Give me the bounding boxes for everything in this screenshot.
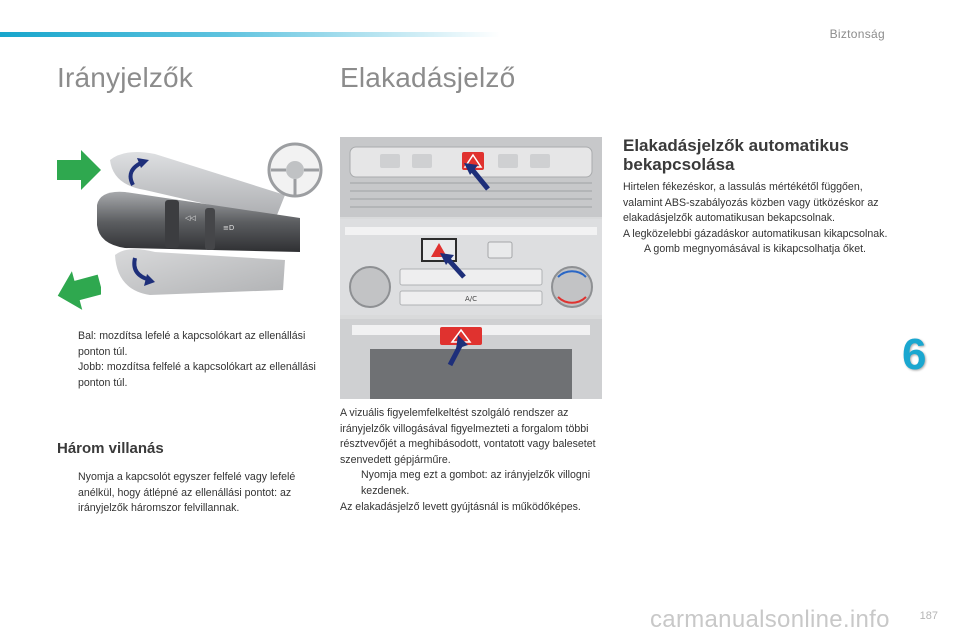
header-accent-bar: [0, 32, 500, 37]
three-flash-subtitle: Három villanás: [57, 440, 164, 457]
turn-signals-title: Irányjelzők: [57, 62, 194, 93]
turn-signal-instructions: [57, 329, 327, 391]
arrow-right-icon: [57, 150, 101, 190]
auto-para-1: Hirtelen fékezéskor, a lassulás mértékétől függően, valamint ABS-szabályozás közben vagy ütközéskor az elakadásjelzők automatikusan bekapcsolnak.: [623, 181, 879, 225]
chapter-number: 6: [902, 330, 927, 379]
page-number: 187: [919, 610, 938, 622]
three-flash-instructions: [57, 470, 327, 517]
auto-hazard-description: [623, 180, 893, 258]
ac-label: A/C: [464, 295, 478, 303]
arrow-down-left-icon: [57, 270, 101, 310]
bullet-three-flash: Nyomja a kapcsolót egyszer felfelé vagy lefelé anélkül, hogy átlépné az ellenállási pontot: az irányjelzők háromszor felvillannak.: [78, 471, 296, 515]
hazard-description: [340, 406, 602, 515]
bullet-right-signal: Jobb: mozdítsa felfelé a kapcsolókart az ellenállási ponton túl.: [78, 361, 316, 389]
hazard-warning-title: Elakadásjelző: [340, 62, 516, 93]
svg-text:≡D: ≡D: [223, 224, 235, 232]
bullet-hazard-press: Nyomja meg ezt a gombot: az irányjelzők villogni kezdenek.: [361, 469, 591, 497]
hazard-para-1: A vizuális figyelemfelkeltést szolgáló rendszer az irányjelzők villogásával figyelmezteti a forgalom többi résztvevőjét a meghibásodott, vontatott vagy balesetet szenvedett gépjárműre.: [340, 407, 596, 466]
bullet-left-signal: Bal: mozdítsa lefelé a kapcsolókart az ellenállási ponton túl.: [78, 330, 306, 358]
section-label: Biztonság: [829, 27, 885, 41]
watermark: carmanualsonline.info: [650, 606, 890, 633]
indicator-stalk-illustration: [55, 140, 325, 320]
hazard-para-2: Az elakadásjelző levett gyújtásnál is működőképes.: [340, 500, 581, 513]
svg-text:◁◁: ◁◁: [185, 214, 196, 222]
hazard-button-illustration: [340, 137, 602, 399]
auto-hazard-subtitle: Elakadásjelzők automatikus bekapcsolása: [623, 136, 849, 174]
auto-para-2: A legközelebbi gázadáskor automatikusan kikapcsolnak.: [623, 227, 888, 240]
bullet-auto-off: A gomb megnyomásával is kikapcsolhatja őket.: [644, 243, 866, 256]
